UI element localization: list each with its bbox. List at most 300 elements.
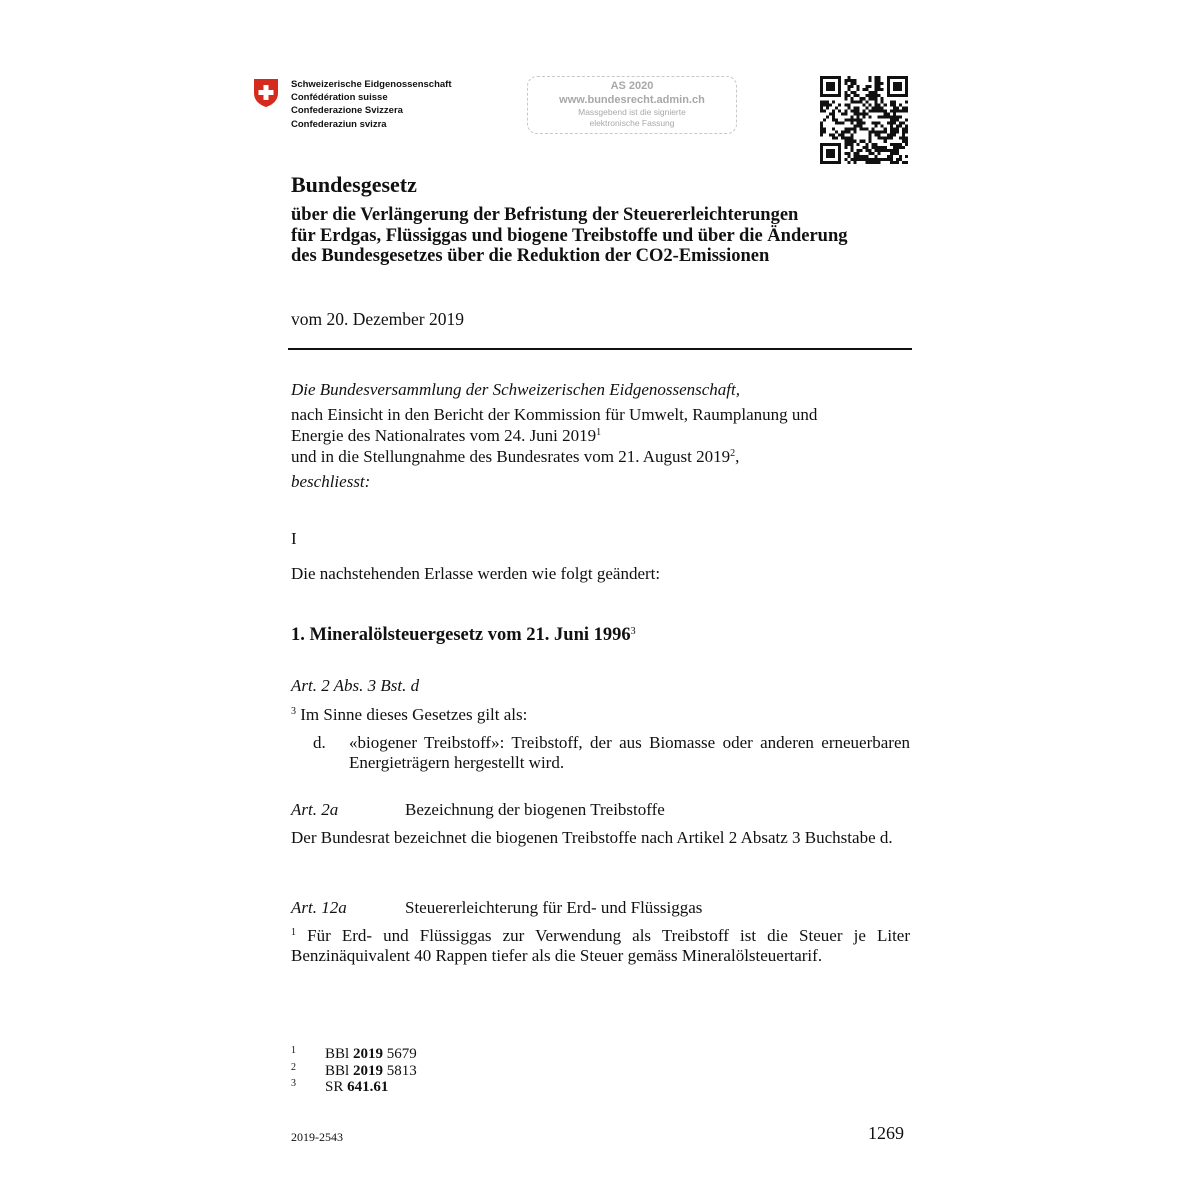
qr-module bbox=[847, 88, 850, 91]
qr-module bbox=[878, 158, 881, 161]
qr-module bbox=[844, 128, 847, 131]
qr-module bbox=[884, 112, 887, 115]
qr-module bbox=[853, 91, 856, 94]
footnote-text bbox=[325, 1046, 417, 1063]
qr-module bbox=[844, 79, 847, 82]
qr-module bbox=[893, 100, 896, 103]
qr-module bbox=[905, 106, 908, 109]
qr-module bbox=[896, 149, 899, 152]
qr-module bbox=[878, 115, 881, 118]
qr-module bbox=[856, 122, 859, 125]
qr-module bbox=[862, 115, 865, 118]
qr-module bbox=[872, 146, 875, 149]
qr-module bbox=[869, 109, 872, 112]
qr-module bbox=[905, 161, 908, 164]
qr-module bbox=[835, 131, 838, 134]
qr-module bbox=[844, 140, 847, 143]
qr-module bbox=[896, 106, 899, 109]
qr-module bbox=[866, 146, 869, 149]
qr-module bbox=[862, 112, 865, 115]
qr-module bbox=[853, 109, 856, 112]
qr-module bbox=[850, 109, 853, 112]
qr-finder-center bbox=[826, 149, 835, 158]
qr-module bbox=[884, 109, 887, 112]
qr-module bbox=[856, 143, 859, 146]
qr-module bbox=[884, 128, 887, 131]
qr-module bbox=[878, 134, 881, 137]
footnote-sr-number: 641.61 bbox=[347, 1079, 389, 1095]
qr-module bbox=[896, 143, 899, 146]
qr-module bbox=[881, 100, 884, 103]
qr-module bbox=[844, 131, 847, 134]
preamble-line-2-text: Energie des Nationalrates vom 24. Juni 2019 bbox=[291, 426, 597, 445]
qr-module bbox=[832, 128, 835, 131]
qr-module bbox=[835, 106, 838, 109]
qr-module bbox=[875, 94, 878, 97]
qr-module bbox=[856, 118, 859, 121]
qr-module bbox=[869, 152, 872, 155]
stamp-note-1: Massgebend ist die signierte bbox=[578, 107, 686, 117]
qr-module bbox=[887, 158, 890, 161]
qr-module bbox=[869, 158, 872, 161]
qr-module bbox=[875, 79, 878, 82]
qr-module bbox=[866, 158, 869, 161]
qr-module bbox=[878, 103, 881, 106]
qr-module bbox=[896, 115, 899, 118]
qr-module bbox=[859, 125, 862, 128]
footnote-ref[interactable]: 2 bbox=[730, 448, 736, 459]
qr-module bbox=[856, 155, 859, 158]
qr-module bbox=[869, 91, 872, 94]
qr-module bbox=[899, 115, 902, 118]
qr-module bbox=[875, 122, 878, 125]
qr-module bbox=[841, 112, 844, 115]
qr-module bbox=[881, 137, 884, 140]
paragraph-text: Für Erd- und Flüssiggas zur Verwendung als Treibstoff ist die Steuer je Liter Benzinäquivalent 40 Rappen tiefer als die Steuer gemäss Mineralölsteuertarif. bbox=[291, 926, 910, 965]
qr-module bbox=[884, 137, 887, 140]
qr-module bbox=[847, 155, 850, 158]
qr-module bbox=[844, 97, 847, 100]
article-text: Der Bundesrat bezeichnet die biogenen Treibstoffe nach Artikel 2 Absatz 3 Buchstabe d. bbox=[291, 828, 893, 847]
qr-module bbox=[862, 128, 865, 131]
qr-module bbox=[890, 122, 893, 125]
qr-module bbox=[841, 134, 844, 137]
qr-module bbox=[905, 143, 908, 146]
qr-module bbox=[847, 94, 850, 97]
qr-module bbox=[844, 152, 847, 155]
qr-module bbox=[869, 140, 872, 143]
qr-module bbox=[853, 128, 856, 131]
qr-module bbox=[890, 100, 893, 103]
footnote-year: 2019 bbox=[352, 1062, 383, 1079]
qr-module bbox=[875, 158, 878, 161]
qr-module bbox=[902, 109, 905, 112]
page-number: 1269 bbox=[868, 1123, 904, 1143]
qr-module bbox=[881, 82, 884, 85]
qr-module bbox=[832, 115, 835, 118]
federal-name-rm: Confederaziun svizra bbox=[291, 118, 387, 130]
qr-module bbox=[896, 152, 899, 155]
qr-module bbox=[878, 122, 881, 125]
qr-module bbox=[902, 140, 905, 143]
qr-module bbox=[878, 161, 881, 164]
qr-module bbox=[866, 88, 869, 91]
qr-module bbox=[847, 152, 850, 155]
qr-module bbox=[853, 106, 856, 109]
qr-module bbox=[875, 76, 878, 79]
qr-module bbox=[838, 122, 841, 125]
qr-module bbox=[872, 94, 875, 97]
qr-module bbox=[838, 103, 841, 106]
qr-module bbox=[869, 103, 872, 106]
preamble-intro: Die Bundesversammlung der Schweizerischen Eidgenossenschaft, bbox=[291, 380, 740, 399]
qr-module bbox=[853, 140, 856, 143]
stamp-collection: AS 2020 bbox=[610, 80, 654, 92]
qr-module bbox=[878, 109, 881, 112]
qr-module bbox=[872, 109, 875, 112]
qr-module bbox=[890, 137, 893, 140]
qr-module bbox=[847, 103, 850, 106]
qr-module bbox=[893, 131, 896, 134]
federal-names bbox=[291, 78, 452, 131]
qr-module bbox=[881, 146, 884, 149]
qr-module bbox=[884, 146, 887, 149]
qr-module bbox=[869, 137, 872, 140]
qr-module bbox=[878, 82, 881, 85]
footnote-source: SR bbox=[325, 1079, 344, 1095]
qr-module bbox=[881, 131, 884, 134]
qr-module bbox=[853, 161, 856, 164]
qr-module bbox=[850, 134, 853, 137]
qr-module bbox=[878, 88, 881, 91]
qr-module bbox=[869, 161, 872, 164]
qr-module bbox=[905, 140, 908, 143]
qr-module bbox=[905, 137, 908, 140]
qr-module bbox=[853, 125, 856, 128]
qr-module bbox=[853, 155, 856, 158]
qr-module bbox=[869, 149, 872, 152]
paragraph-number: 3 bbox=[291, 706, 296, 717]
qr-module bbox=[847, 79, 850, 82]
preamble-line-3 bbox=[291, 447, 739, 467]
qr-module bbox=[859, 128, 862, 131]
qr-module bbox=[844, 137, 847, 140]
footnote-page: 5679 bbox=[386, 1046, 417, 1062]
qr-module bbox=[899, 143, 902, 146]
qr-module bbox=[869, 76, 872, 79]
qr-module bbox=[862, 103, 865, 106]
qr-module bbox=[853, 79, 856, 82]
qr-module bbox=[902, 128, 905, 131]
qr-module bbox=[905, 109, 908, 112]
qr-module bbox=[881, 149, 884, 152]
qr-module bbox=[823, 128, 826, 131]
qr-module bbox=[878, 152, 881, 155]
qr-module bbox=[826, 103, 829, 106]
qr-module bbox=[881, 106, 884, 109]
qr-module bbox=[902, 134, 905, 137]
qr-module bbox=[832, 100, 835, 103]
qr-module bbox=[850, 79, 853, 82]
qr-module bbox=[893, 143, 896, 146]
qr-module bbox=[878, 131, 881, 134]
qr-module bbox=[832, 134, 835, 137]
qr-module bbox=[878, 149, 881, 152]
qr-module bbox=[905, 100, 908, 103]
qr-module bbox=[905, 155, 908, 158]
qr-module bbox=[850, 128, 853, 131]
qr-module bbox=[890, 115, 893, 118]
qr-module bbox=[884, 149, 887, 152]
qr-module bbox=[878, 137, 881, 140]
qr-module bbox=[887, 112, 890, 115]
qr-module bbox=[820, 106, 823, 109]
qr-module bbox=[896, 125, 899, 128]
qr-module bbox=[820, 125, 823, 128]
qr-module bbox=[866, 128, 869, 131]
qr-module bbox=[902, 161, 905, 164]
qr-module bbox=[856, 125, 859, 128]
qr-module bbox=[899, 109, 902, 112]
qr-module bbox=[890, 131, 893, 134]
qr-module bbox=[820, 122, 823, 125]
qr-module bbox=[859, 97, 862, 100]
qr-module bbox=[844, 146, 847, 149]
qr-module bbox=[884, 131, 887, 134]
qr-module bbox=[823, 118, 826, 121]
qr-module bbox=[850, 140, 853, 143]
qr-module bbox=[875, 125, 878, 128]
qr-module bbox=[832, 137, 835, 140]
qr-module bbox=[862, 155, 865, 158]
qr-module bbox=[872, 143, 875, 146]
qr-module bbox=[866, 94, 869, 97]
qr-module bbox=[893, 146, 896, 149]
qr-module bbox=[875, 82, 878, 85]
footnote-year: 2019 bbox=[352, 1046, 383, 1062]
qr-module bbox=[884, 115, 887, 118]
qr-module bbox=[850, 146, 853, 149]
footnote-ref[interactable]: 1 bbox=[596, 427, 602, 438]
preamble-decision: beschliesst: bbox=[291, 472, 371, 491]
qr-module bbox=[820, 134, 823, 137]
qr-module bbox=[893, 128, 896, 131]
qr-module bbox=[875, 91, 878, 94]
qr-module bbox=[826, 106, 829, 109]
qr-module bbox=[859, 112, 862, 115]
qr-code bbox=[820, 76, 908, 164]
qr-module bbox=[902, 131, 905, 134]
qr-module bbox=[820, 103, 823, 106]
qr-module bbox=[844, 158, 847, 161]
qr-module bbox=[890, 161, 893, 164]
qr-module bbox=[890, 103, 893, 106]
qr-module bbox=[829, 103, 832, 106]
qr-module bbox=[862, 140, 865, 143]
qr-module bbox=[887, 155, 890, 158]
official-collection-stamp bbox=[527, 76, 737, 134]
qr-module bbox=[869, 94, 872, 97]
qr-module bbox=[869, 85, 872, 88]
qr-module bbox=[884, 140, 887, 143]
qr-module bbox=[853, 94, 856, 97]
qr-module bbox=[826, 100, 829, 103]
qr-module bbox=[890, 109, 893, 112]
qr-module bbox=[893, 109, 896, 112]
qr-module bbox=[844, 82, 847, 85]
qr-module bbox=[841, 131, 844, 134]
federal-name-de: Schweizerische Eidgenossenschaft bbox=[291, 79, 452, 90]
qr-module bbox=[856, 85, 859, 88]
qr-module bbox=[893, 118, 896, 121]
qr-module bbox=[872, 152, 875, 155]
qr-module bbox=[847, 128, 850, 131]
qr-module bbox=[841, 137, 844, 140]
qr-module bbox=[847, 140, 850, 143]
qr-module bbox=[844, 109, 847, 112]
qr-module bbox=[850, 149, 853, 152]
qr-module bbox=[853, 100, 856, 103]
article-text bbox=[291, 926, 910, 966]
qr-module bbox=[838, 109, 841, 112]
qr-module bbox=[881, 115, 884, 118]
qr-module bbox=[856, 158, 859, 161]
qr-module bbox=[835, 122, 838, 125]
qr-module bbox=[832, 118, 835, 121]
qr-module bbox=[859, 149, 862, 152]
footnote-text bbox=[325, 1079, 388, 1096]
qr-module bbox=[866, 149, 869, 152]
title-divider bbox=[288, 348, 912, 350]
qr-module bbox=[856, 88, 859, 91]
qr-module bbox=[893, 149, 896, 152]
qr-finder-center bbox=[826, 82, 835, 91]
qr-module bbox=[820, 100, 823, 103]
qr-module bbox=[829, 134, 832, 137]
qr-module bbox=[905, 128, 908, 131]
preamble-line-2 bbox=[291, 426, 601, 446]
qr-module bbox=[902, 146, 905, 149]
qr-module bbox=[850, 158, 853, 161]
qr-module bbox=[862, 158, 865, 161]
qr-module bbox=[850, 115, 853, 118]
qr-module bbox=[850, 91, 853, 94]
qr-module bbox=[872, 161, 875, 164]
qr-module bbox=[905, 131, 908, 134]
qr-module bbox=[881, 125, 884, 128]
qr-module bbox=[872, 158, 875, 161]
footnote-source: BBl bbox=[325, 1046, 350, 1062]
footnote-text bbox=[325, 1063, 417, 1080]
qr-module bbox=[856, 94, 859, 97]
qr-module bbox=[859, 100, 862, 103]
qr-module bbox=[878, 106, 881, 109]
qr-module bbox=[823, 100, 826, 103]
qr-module bbox=[859, 118, 862, 121]
qr-module bbox=[899, 146, 902, 149]
qr-module bbox=[853, 82, 856, 85]
qr-module bbox=[856, 100, 859, 103]
qr-module bbox=[875, 106, 878, 109]
qr-module bbox=[878, 146, 881, 149]
qr-module bbox=[853, 118, 856, 121]
qr-module bbox=[881, 158, 884, 161]
document-title: Bundesgesetz bbox=[291, 172, 417, 197]
list-item-text: «biogener Treibstoff»: Treibstoff, der aus Biomasse oder anderen erneuerbaren Energieträgern hergestellt wird. bbox=[349, 733, 910, 772]
qr-module bbox=[869, 115, 872, 118]
federal-name-fr: Confédération suisse bbox=[291, 92, 388, 104]
footnote-source: BBl bbox=[325, 1062, 350, 1079]
qr-module bbox=[850, 122, 853, 125]
qr-module bbox=[859, 140, 862, 143]
qr-module bbox=[893, 103, 896, 106]
qr-module bbox=[872, 106, 875, 109]
qr-module bbox=[893, 106, 896, 109]
qr-module bbox=[847, 131, 850, 134]
qr-module bbox=[869, 79, 872, 82]
qr-module bbox=[820, 109, 823, 112]
qr-module bbox=[893, 122, 896, 125]
qr-module bbox=[875, 131, 878, 134]
stamp-website: www.bundesrecht.admin.ch bbox=[559, 94, 705, 106]
footnote-ref[interactable]: 3 bbox=[630, 626, 636, 637]
qr-module bbox=[869, 97, 872, 100]
document-date: vom 20. Dezember 2019 bbox=[291, 309, 465, 329]
qr-module bbox=[887, 115, 890, 118]
qr-module bbox=[890, 155, 893, 158]
qr-module bbox=[856, 152, 859, 155]
qr-module bbox=[823, 109, 826, 112]
qr-module bbox=[884, 158, 887, 161]
article-title: Steuererleichterung für Erd- und Flüssiggas bbox=[405, 898, 703, 917]
part-intro: Die nachstehenden Erlasse werden wie folgt geändert: bbox=[291, 564, 661, 583]
qr-module bbox=[902, 122, 905, 125]
qr-module bbox=[872, 91, 875, 94]
qr-module bbox=[862, 146, 865, 149]
qr-module bbox=[875, 97, 878, 100]
qr-module bbox=[890, 152, 893, 155]
section-heading-text: 1. Mineralölsteuergesetz vom 21. Juni 1996 bbox=[291, 625, 631, 645]
qr-module bbox=[896, 109, 899, 112]
qr-module bbox=[856, 109, 859, 112]
qr-module bbox=[829, 112, 832, 115]
qr-module bbox=[905, 118, 908, 121]
subtitle-line: des Bundesgesetzes über die Reduktion der CO2-Emissionen bbox=[291, 246, 770, 266]
subtitle-line: für Erdgas, Flüssiggas und biogene Treibstoffe und über die Änderung bbox=[291, 225, 848, 246]
qr-module bbox=[893, 161, 896, 164]
qr-module bbox=[896, 131, 899, 134]
qr-module bbox=[847, 143, 850, 146]
qr-module bbox=[832, 112, 835, 115]
qr-module bbox=[875, 149, 878, 152]
qr-module bbox=[878, 79, 881, 82]
qr-module bbox=[826, 115, 829, 118]
qr-module bbox=[899, 103, 902, 106]
qr-finder-center bbox=[893, 82, 902, 91]
qr-module bbox=[859, 122, 862, 125]
qr-module bbox=[866, 143, 869, 146]
qr-module bbox=[832, 109, 835, 112]
qr-module bbox=[899, 158, 902, 161]
qr-module bbox=[850, 82, 853, 85]
swiss-coat-of-arms-logo bbox=[253, 78, 279, 108]
part-numeral: I bbox=[291, 529, 297, 548]
qr-module bbox=[893, 152, 896, 155]
qr-module bbox=[844, 94, 847, 97]
qr-module bbox=[856, 149, 859, 152]
qr-module bbox=[893, 112, 896, 115]
qr-module bbox=[875, 103, 878, 106]
